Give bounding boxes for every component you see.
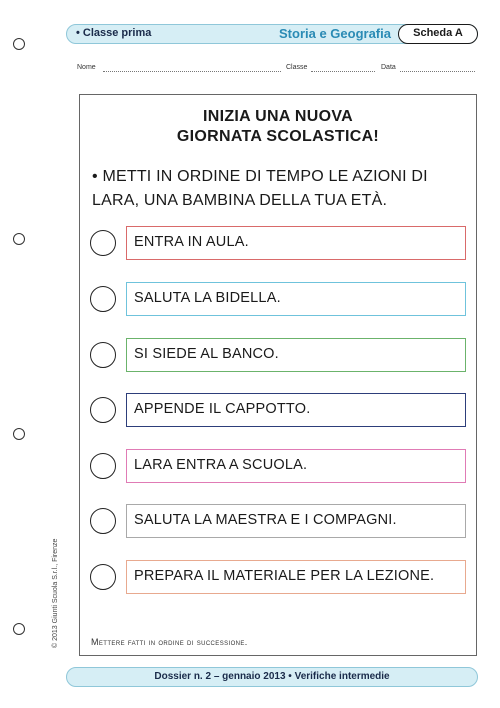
action-box: SALUTA LA BIDELLA. (126, 282, 466, 316)
order-circle[interactable] (90, 342, 116, 368)
order-circle[interactable] (90, 397, 116, 423)
footer-text: Dossier n. 2 – gennaio 2013 • Verifiche intermedie (154, 671, 390, 682)
worksheet-tag: Scheda A (398, 24, 478, 44)
list-item (90, 393, 470, 427)
binder-hole (13, 233, 25, 245)
class-field-line[interactable] (311, 71, 375, 72)
list-item (90, 560, 470, 594)
action-box: PREPARA IL MATERIALE PER LA LEZIONE. (126, 560, 466, 594)
subject-label: Storia e Geografia (279, 26, 391, 41)
date-field-line[interactable] (400, 71, 475, 72)
worksheet-title-line1: INIZIA UNA NUOVA (203, 108, 353, 125)
header-bar (66, 24, 478, 44)
list-item (90, 504, 470, 538)
order-circle[interactable] (90, 508, 116, 534)
copyright-notice: © 2013 Giunti Scuola S.r.l., Firenze (52, 538, 59, 648)
action-box: LARA ENTRA A SCUOLA. (126, 449, 466, 483)
binder-hole (13, 623, 25, 635)
binder-hole (13, 38, 25, 50)
action-box: ENTRA IN AULA. (126, 226, 466, 260)
learning-objective: Mettere fatti in ordine di successione. (91, 637, 248, 647)
class-field-label: Classe (286, 64, 308, 71)
instruction-text: • METTI IN ORDINE DI TEMPO LE AZIONI DI LARA, UNA BAMBINA DELLA TUA ETÀ. (92, 168, 428, 209)
order-circle[interactable] (90, 564, 116, 590)
class-label: • Classe prima (76, 27, 152, 39)
footer-bar (66, 667, 478, 687)
order-circle[interactable] (90, 286, 116, 312)
name-field-line[interactable] (103, 71, 281, 72)
list-item (90, 282, 470, 316)
list-item (90, 338, 470, 372)
action-box: SI SIEDE AL BANCO. (126, 338, 466, 372)
list-item (90, 226, 470, 260)
order-circle[interactable] (90, 453, 116, 479)
name-field-label: Nome (77, 64, 96, 71)
binder-hole (13, 428, 25, 440)
action-box: SALUTA LA MAESTRA E I COMPAGNI. (126, 504, 466, 538)
worksheet-title-line2: GIORNATA SCOLASTICA! (176, 128, 380, 145)
worksheet-card (79, 94, 477, 656)
order-circle[interactable] (90, 230, 116, 256)
action-box: APPENDE IL CAPPOTTO. (126, 393, 466, 427)
date-field-label: Data (381, 64, 396, 71)
list-item (90, 449, 470, 483)
